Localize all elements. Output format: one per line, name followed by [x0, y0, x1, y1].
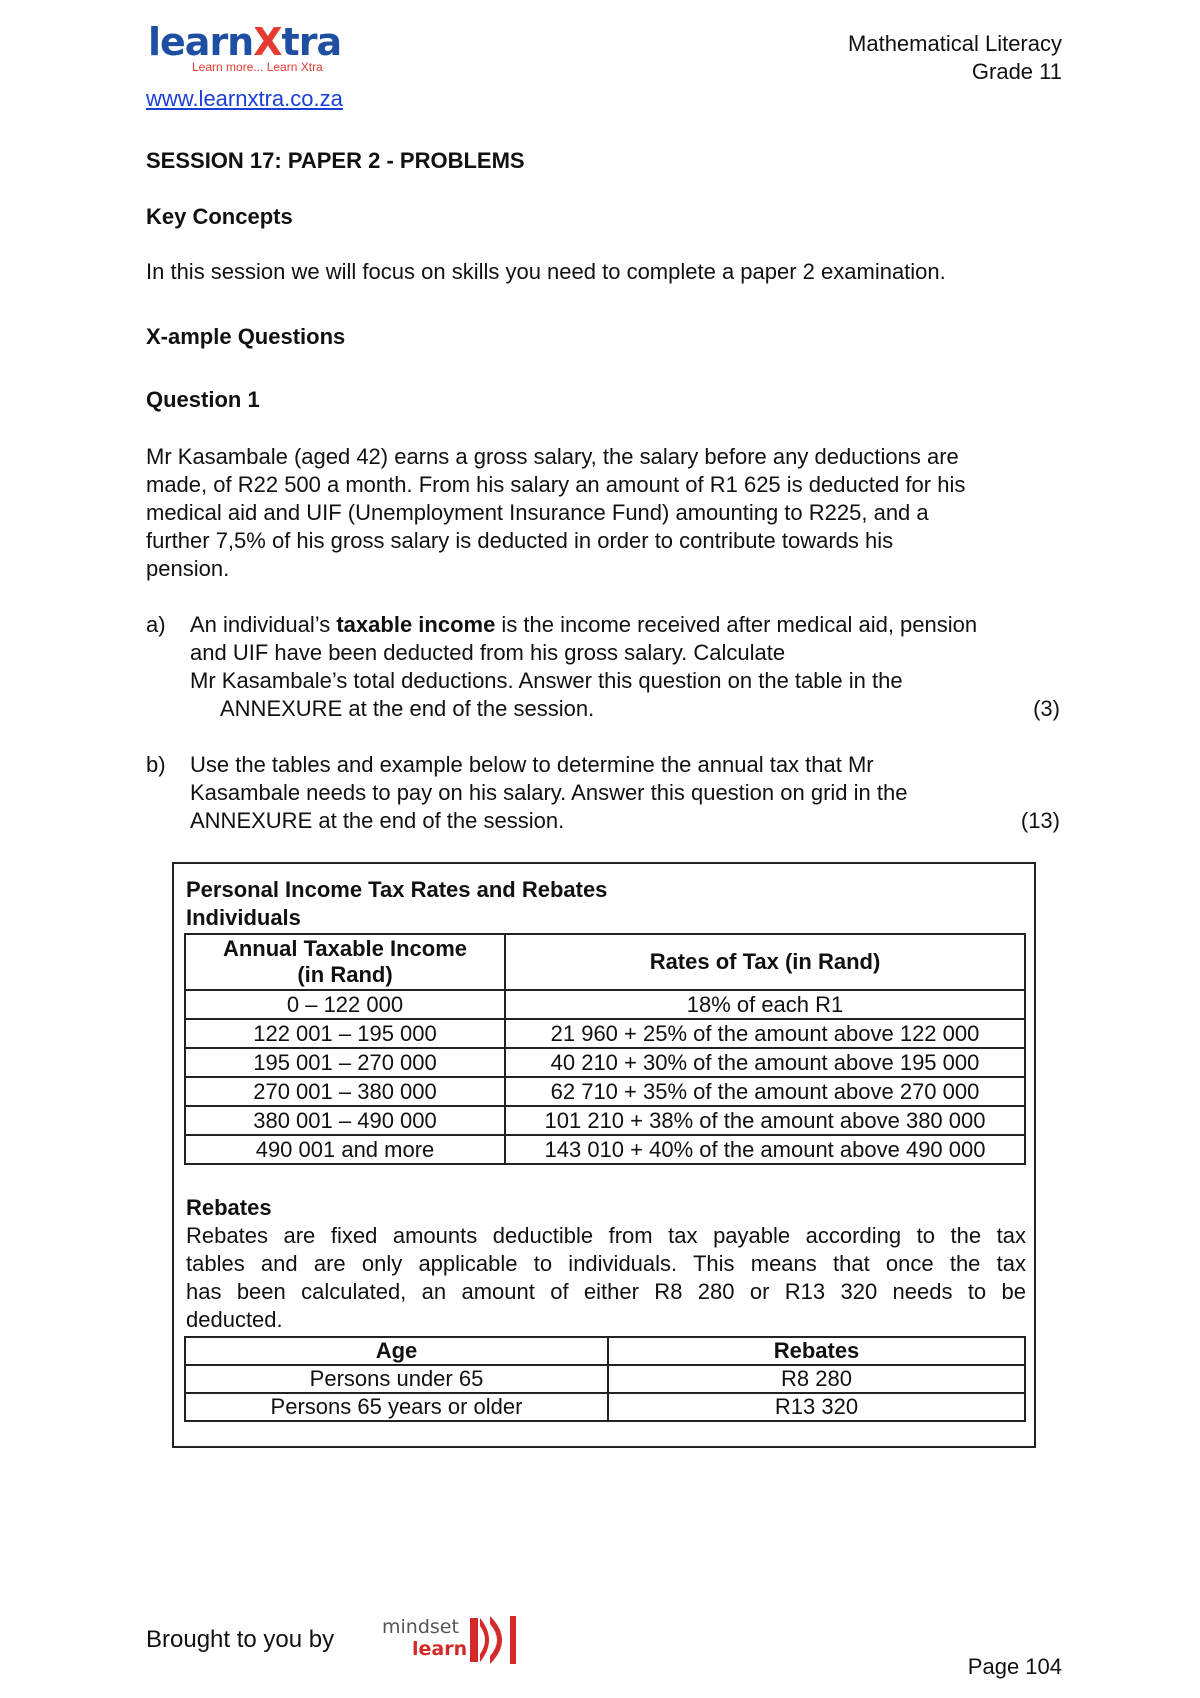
income-cell: 490 001 and more: [185, 1135, 505, 1164]
part-a-text: [190, 611, 1070, 723]
rate-cell: 18% of each R1: [505, 990, 1025, 1019]
rate-cell: 40 210 + 30% of the amount above 195 000: [505, 1048, 1025, 1077]
part-b-text: [190, 751, 1070, 835]
taxable-income-term: taxable income: [336, 612, 496, 637]
age-cell: Persons 65 years or older: [185, 1393, 608, 1421]
question-intro: [146, 443, 1066, 583]
question-heading: Question 1: [146, 387, 260, 412]
grade-label: Grade 11: [971, 59, 1062, 84]
tax-box-title: Personal Income Tax Rates and Rebates: [186, 877, 608, 902]
intro-line: medical aid and UIF (Unemployment Insurance Fund) amounting to R225, and a: [146, 500, 929, 525]
rebates-line: Rebates are fixed amounts deductible from tax payable according to the tax: [186, 1223, 1026, 1248]
mindset-text: mindset: [382, 1616, 459, 1638]
income-cell: 0 – 122 000: [185, 990, 505, 1019]
xample-heading: X-ample Questions: [146, 324, 346, 349]
table-row: [185, 1393, 1025, 1421]
rebate-cell: R8 280: [608, 1365, 1025, 1393]
intro-line: Mr Kasambale (aged 42) earns a gross salary, the salary before any deductions are: [146, 444, 959, 469]
table-row: [185, 1077, 1025, 1106]
income-cell: 122 001 – 195 000: [185, 1019, 505, 1048]
rate-cell: 21 960 + 25% of the amount above 122 000: [505, 1019, 1025, 1048]
age-cell: Persons under 65: [185, 1365, 608, 1393]
rebate-cell: R13 320: [608, 1393, 1025, 1421]
part-b-line1: Use the tables and example below to determine the annual tax that Mr: [190, 752, 874, 777]
mindset-learn-logo: [382, 1612, 522, 1672]
part-a-line3: Mr Kasambale’s total deductions. Answer this question on the table in the: [190, 668, 903, 693]
tax-rates-box: [172, 862, 1036, 1448]
logo-text-tra: tra: [281, 20, 342, 64]
part-a-line2: and UIF have been deducted from his gross salary. Calculate: [190, 640, 786, 665]
rate-cell: 62 710 + 35% of the amount above 270 000: [505, 1077, 1025, 1106]
tax-col-income-line2: (in Rand): [297, 962, 393, 987]
rebates-section: [186, 1194, 1026, 1334]
tax-table-header: [185, 934, 1025, 990]
intro-line: made, of R22 500 a month. From his salary an amount of R1 625 is deducted for his: [146, 472, 966, 497]
intro-line: pension.: [146, 556, 230, 581]
tax-col-rate-header: Rates of Tax (in Rand): [505, 934, 1025, 990]
session-title: SESSION 17: PAPER 2 - PROBLEMS: [146, 148, 525, 173]
table-row: [185, 1365, 1025, 1393]
table-row: [185, 1048, 1025, 1077]
header-subject-block: [848, 30, 1062, 86]
part-b-label: b): [146, 752, 166, 777]
rebates-line: has been calculated, an amount of either R8 280 or R13 320 needs to be: [186, 1279, 1026, 1304]
key-concepts-text: In this session we will focus on skills you need to complete a paper 2 examination.: [146, 259, 946, 284]
income-cell: 270 001 – 380 000: [185, 1077, 505, 1106]
tax-col-income-header: [185, 934, 505, 990]
learn-text: learn: [412, 1638, 468, 1660]
rebate-col-age-header: Age: [185, 1337, 608, 1365]
part-a-marks: (3): [1033, 696, 1060, 721]
mindset-mark-icon: [466, 1612, 522, 1668]
income-cell: 195 001 – 270 000: [185, 1048, 505, 1077]
rebate-table: [184, 1336, 1026, 1422]
table-row: [185, 1106, 1025, 1135]
rebates-line: deducted.: [186, 1307, 283, 1332]
website-link[interactable]: www.learnxtra.co.za: [146, 86, 343, 111]
subject-label: Mathematical Literacy: [848, 31, 1062, 56]
table-row: [185, 990, 1025, 1019]
rebates-heading: Rebates: [186, 1195, 272, 1220]
rebates-line: tables and are only applicable to individuals. This means that once the tax: [186, 1251, 1026, 1276]
key-concepts-heading: Key Concepts: [146, 204, 293, 229]
part-a-line1-post: is the income received after medical aid, pension: [495, 612, 978, 637]
part-b-marks: (13): [1020, 808, 1060, 833]
logo-tagline: Learn more... Learn Xtra: [192, 60, 323, 74]
table-row: [185, 1135, 1025, 1164]
income-cell: 380 001 – 490 000: [185, 1106, 505, 1135]
tax-table: [184, 933, 1026, 1165]
part-a-line4: ANNEXURE at the end of the session.: [220, 696, 595, 721]
part-a-label: a): [146, 612, 166, 637]
tax-box-subtitle: Individuals: [186, 905, 301, 930]
part-b-line3: ANNEXURE at the end of the session.: [190, 808, 565, 833]
tax-col-income-line1: Annual Taxable Income: [222, 936, 468, 961]
table-row: [185, 1019, 1025, 1048]
rebate-table-header: [185, 1337, 1025, 1365]
intro-line: further 7,5% of his gross salary is deducted in order to contribute towards his: [146, 528, 894, 553]
part-a-line1-pre: An individual’s: [190, 612, 337, 637]
rate-cell: 143 010 + 40% of the amount above 490 000: [505, 1135, 1025, 1164]
brought-by-text: Brought to you by: [146, 1626, 335, 1653]
logo-text-x: X: [253, 20, 282, 64]
logo-text-learn: learn: [148, 20, 254, 64]
rate-cell: 101 210 + 38% of the amount above 380 000: [505, 1106, 1025, 1135]
learnxtra-logo: [148, 22, 368, 82]
part-b-line2: Kasambale needs to pay on his salary. Answer this question on grid in the: [190, 780, 908, 805]
rebate-col-amount-header: Rebates: [608, 1337, 1025, 1365]
page-number: Page 104: [967, 1654, 1062, 1679]
tax-box-title-block: [186, 876, 607, 932]
